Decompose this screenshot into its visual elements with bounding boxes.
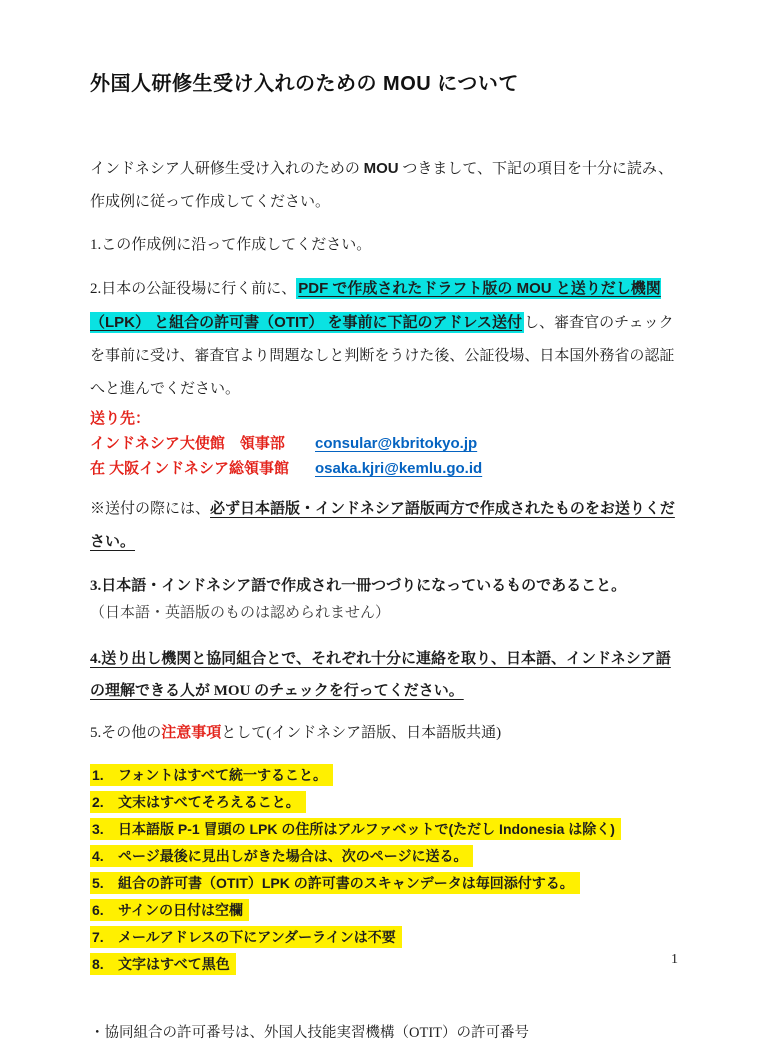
recipients-heading: 送り先： (90, 410, 151, 427)
notes-list (90, 764, 678, 975)
recipient-row (90, 456, 678, 481)
page-number: 1 (671, 952, 678, 967)
note-item (90, 899, 678, 921)
note-number: 7. (92, 929, 104, 945)
step-1: 1.この作成例に沿って作成してください。 (90, 237, 372, 253)
recipient-name-consulate: 在 大阪インドネシア総領事館 (90, 460, 290, 477)
note-text: フォントはすべて統一すること。 (118, 767, 328, 783)
document-title: 外国人研修生受け入れのための MOU について (90, 73, 519, 95)
step-2 (90, 272, 678, 406)
send-note (90, 493, 678, 559)
note-item (90, 764, 678, 786)
email-link-embassy[interactable]: consular@kbritokyo.jp (315, 435, 478, 452)
note-number: 3. (92, 821, 104, 837)
note-number: 4. (92, 848, 104, 864)
step-3: 3.日本語・インドネシア語で作成され一冊つづりになっているものであること。 (90, 578, 627, 594)
step-5 (90, 717, 678, 750)
note-item (90, 818, 678, 840)
step-2-prefix: 2.日本の公証役場に行く前に、 (90, 281, 297, 297)
note-text: 文末はすべてそろえること。 (118, 794, 300, 810)
step-5-suffix: として(インドネシア語版、日本語版共通) (221, 725, 502, 741)
note-number: 8. (92, 956, 104, 972)
recipients-block (90, 406, 678, 481)
note-item (90, 791, 678, 813)
step-4-underlined-text: 4.送り出し機関と協同組合とで、それぞれ十分に連絡を取り、日本語、インドネシア語の理解できる人が MOU のチェックを行ってください。 (90, 651, 671, 699)
recipient-name-embassy: インドネシア大使館 領事部 (90, 435, 285, 452)
step-4 (90, 643, 678, 707)
note-item (90, 845, 678, 867)
step-3-subnote: （日本語・英語版のものは認められません） (90, 605, 391, 621)
note-text: 文字はすべて黒色 (118, 956, 230, 972)
note-text: 日本語版 P-1 冒頭の LPK の住所はアルファベットで(ただし Indonesia は除く) (118, 821, 615, 837)
note-item (90, 872, 678, 894)
document-content (90, 0, 678, 1045)
step-2-suffix: し、審査官のチェックを事前に受け、審査官より問題なしと判断をうけた後、公証役場、日本国外務省の認証へと進んでください。 (90, 315, 675, 397)
intro-text-pre: インドネシア人研修生受け入れのための (90, 161, 364, 177)
note-number: 2. (92, 794, 104, 810)
intro-paragraph (90, 152, 678, 219)
attention-items-text: 注意事項 (161, 725, 222, 741)
send-note-underlined: 必ず日本語版・インドネシア語版両方で作成されたものをお送りください。 (90, 501, 675, 550)
recipient-row (90, 431, 678, 456)
email-link-consulate[interactable]: osaka.kjri@kemlu.go.id (315, 460, 483, 477)
intro-text-post: つきまして、下記の項目を十分に読み、作成例に従って作成してください。 (90, 161, 673, 210)
note-text: サインの日付は空欄 (118, 902, 244, 918)
send-note-prefix: ※送付の際には、 (90, 501, 211, 517)
note-text: ページ最後に見出しがきた場合は、次のページに送る。 (118, 848, 468, 864)
footer-note: ・協同組合の許可番号は、外国人技能実習機構（OTIT）の許可番号 (90, 1025, 530, 1041)
note-number: 5. (92, 875, 104, 891)
note-item (90, 953, 678, 975)
note-text: 組合の許可書（OTIT）LPK の許可書のスキャンデータは毎回添付する。 (118, 875, 574, 891)
highlighted-instruction: PDF で作成されたドラフト版の MOU と送りだし機関（LPK） と組合の許可書（OTIT） を事前に下記のアドレス送付 (90, 280, 661, 331)
note-number: 1. (92, 767, 104, 783)
note-number: 6. (92, 902, 104, 918)
note-item (90, 926, 678, 948)
step-5-prefix: 5.その他の (90, 725, 162, 741)
intro-mou-bold: MOU (363, 160, 399, 177)
note-text: メールアドレスの下にアンダーラインは不要 (118, 929, 396, 945)
